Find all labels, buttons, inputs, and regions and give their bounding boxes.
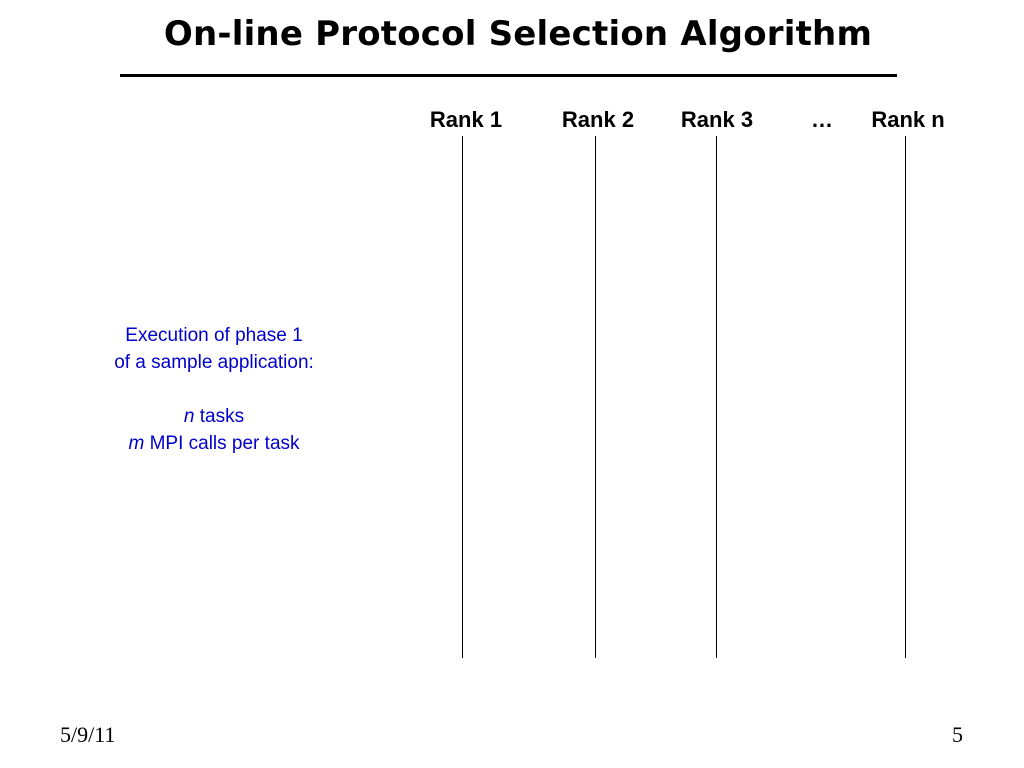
rank-2-label: Rank 2: [561, 107, 635, 132]
rank-1-label: Rank 1: [429, 107, 503, 132]
description-spacer: [60, 376, 368, 403]
rank-n-label: Rank n: [871, 107, 945, 132]
page-number: 5: [952, 722, 963, 747]
tasks-line: [60, 403, 368, 430]
description-line-2: of a sample application:: [114, 352, 314, 373]
slide-title: On-line Protocol Selection Algorithm: [163, 14, 873, 54]
rank-3-label: Rank 3: [680, 107, 754, 132]
rank-3-timeline: [716, 136, 717, 658]
calls-line: [60, 430, 368, 457]
rank-2-timeline: [595, 136, 596, 658]
rank-ellipsis-label: …: [811, 107, 833, 132]
tasks-variable: n: [183, 406, 195, 427]
calls-text: MPI calls per task: [144, 433, 300, 454]
calls-variable: m: [128, 433, 145, 454]
rank-1-timeline: [462, 136, 463, 658]
rank-n-timeline: [905, 136, 906, 658]
title-underline: [120, 74, 897, 77]
footer-date: 5/9/11: [60, 722, 116, 747]
description-line-1: Execution of phase 1: [125, 325, 303, 346]
phase-description: [60, 322, 368, 457]
tasks-text: tasks: [194, 406, 245, 427]
